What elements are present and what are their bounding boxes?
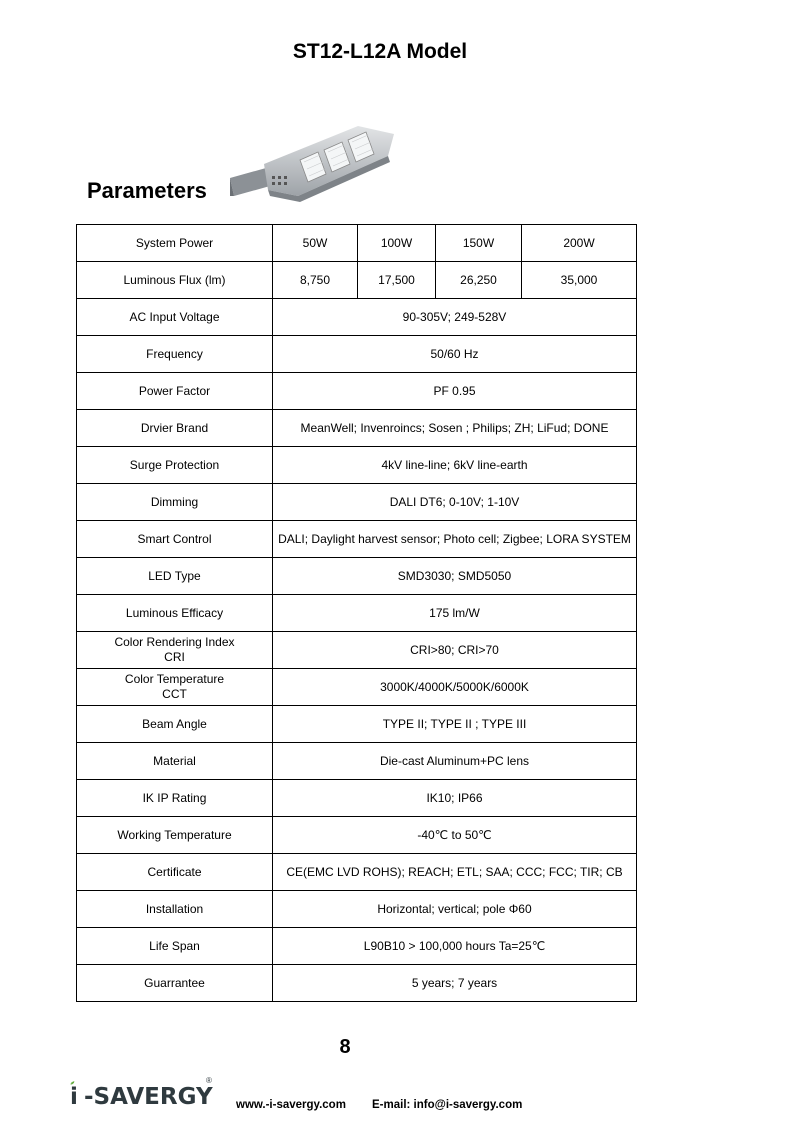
row-label <box>77 373 273 410</box>
table-row <box>77 558 637 595</box>
brand-logo-text: -SAVERGY <box>84 1084 213 1110</box>
flux-value: 35,000 <box>522 262 637 299</box>
row-label-text: Beam Angle <box>142 716 207 731</box>
row-value: IK10; IP66 <box>273 780 637 817</box>
row-label: Luminous Flux (lm) <box>77 262 273 299</box>
row-value: 50/60 Hz <box>273 336 637 373</box>
row-value: MeanWell; Invenroincs; Sosen ; Philips; ZH; LiFud; DONE <box>273 410 637 447</box>
row-label-text: Surge Protection <box>129 457 220 472</box>
brand-logo-i: i <box>70 1084 78 1110</box>
row-label-text: Dimming <box>150 494 199 509</box>
row-label <box>77 891 273 928</box>
table-row <box>77 595 637 632</box>
registered-mark: ® <box>206 1076 212 1085</box>
table-row <box>77 225 637 262</box>
table-row <box>77 484 637 521</box>
row-label-text: Installation <box>145 901 204 916</box>
row-label <box>77 521 273 558</box>
table-row <box>77 891 637 928</box>
page-number: 8 <box>339 1036 351 1058</box>
row-label <box>77 854 273 891</box>
row-label-text: LED Type <box>148 568 201 583</box>
row-label <box>77 928 273 965</box>
table-row <box>77 410 637 447</box>
power-value: 150W <box>436 225 522 262</box>
flux-value: 26,250 <box>436 262 522 299</box>
row-value: Die-cast Aluminum+PC lens <box>273 743 637 780</box>
table-row <box>77 447 637 484</box>
row-label-text: Guarrantee <box>144 975 205 990</box>
row-label-text: Luminous Efficacy <box>125 605 224 620</box>
row-label-text: Drvier Brand <box>140 420 209 435</box>
row-label <box>77 336 273 373</box>
flux-value: 8,750 <box>273 262 358 299</box>
section-heading: Parameters <box>87 178 207 203</box>
row-label-text: Material <box>153 753 196 768</box>
parameters-table <box>76 224 637 1002</box>
row-label <box>77 780 273 817</box>
row-label <box>77 558 273 595</box>
row-value: 5 years; 7 years <box>273 965 637 1002</box>
table-row <box>77 854 637 891</box>
row-label <box>77 743 273 780</box>
table-row <box>77 669 637 706</box>
row-label <box>77 965 273 1002</box>
row-value: 4kV line-line; 6kV line-earth <box>273 447 637 484</box>
row-label-abbr: CCT <box>162 687 187 701</box>
row-label <box>77 706 273 743</box>
row-value: CRI>80; CRI>70 <box>273 632 637 669</box>
table-row <box>77 299 637 336</box>
row-value: DALI DT6; 0-10V; 1-10V <box>273 484 637 521</box>
row-label <box>77 447 273 484</box>
footer-website: www.-i-savergy.com <box>236 1099 346 1111</box>
table-row <box>77 336 637 373</box>
table-row <box>77 928 637 965</box>
row-label <box>77 299 273 336</box>
row-label <box>77 817 273 854</box>
row-value: TYPE II; TYPE II ; TYPE III <box>273 706 637 743</box>
row-value: SMD3030; SMD5050 <box>273 558 637 595</box>
row-label-text: Power Factor <box>138 383 211 398</box>
row-label <box>77 669 273 706</box>
table-row <box>77 262 637 299</box>
row-value: PF 0.95 <box>273 373 637 410</box>
row-value: 175 lm/W <box>273 595 637 632</box>
row-label-text: Color Rendering Index <box>114 635 235 649</box>
row-label <box>77 410 273 447</box>
row-label-text: Certificate <box>147 864 202 879</box>
flux-value: 17,500 <box>358 262 436 299</box>
power-value: 100W <box>358 225 436 262</box>
row-label <box>77 484 273 521</box>
row-label: System Power <box>77 225 273 262</box>
row-value: Horizontal; vertical; pole Φ60 <box>273 891 637 928</box>
power-value: 50W <box>273 225 358 262</box>
table-row <box>77 780 637 817</box>
row-label-text: IK IP Rating <box>142 790 207 805</box>
table-row <box>77 521 637 558</box>
table-row <box>77 706 637 743</box>
row-label-text: Color Temperature <box>124 672 225 686</box>
row-label-text: Working Temperature <box>117 827 232 842</box>
row-label-abbr: CRI <box>164 650 185 664</box>
table-row <box>77 373 637 410</box>
led-street-light-image <box>228 120 398 205</box>
row-label <box>77 595 273 632</box>
table-row <box>77 965 637 1002</box>
row-value: 90-305V; 249-528V <box>273 299 637 336</box>
row-label-text: Life Span <box>149 938 200 953</box>
row-value: DALI; Daylight harvest sensor; Photo cell; Zigbee; LORA SYSTEM <box>273 521 637 558</box>
row-value: CE(EMC LVD ROHS); REACH; ETL; SAA; CCC; FCC; TIR; CB <box>273 854 637 891</box>
page-title: ST12-L12A Model <box>292 40 468 63</box>
row-label <box>77 632 273 669</box>
row-value: -40℃ to 50℃ <box>273 817 637 854</box>
row-label-text: AC Input Voltage <box>129 309 220 324</box>
footer-email: E-mail: info@i-savergy.com <box>372 1099 523 1111</box>
table-row <box>77 632 637 669</box>
table-row <box>77 743 637 780</box>
table-row <box>77 817 637 854</box>
power-value: 200W <box>522 225 637 262</box>
row-value: 3000K/4000K/5000K/6000K <box>273 669 637 706</box>
row-label-text: Smart Control <box>137 531 212 546</box>
row-value: L90B10 > 100,000 hours Ta=25℃ <box>273 928 637 965</box>
row-label-text: Frequency <box>146 346 203 361</box>
